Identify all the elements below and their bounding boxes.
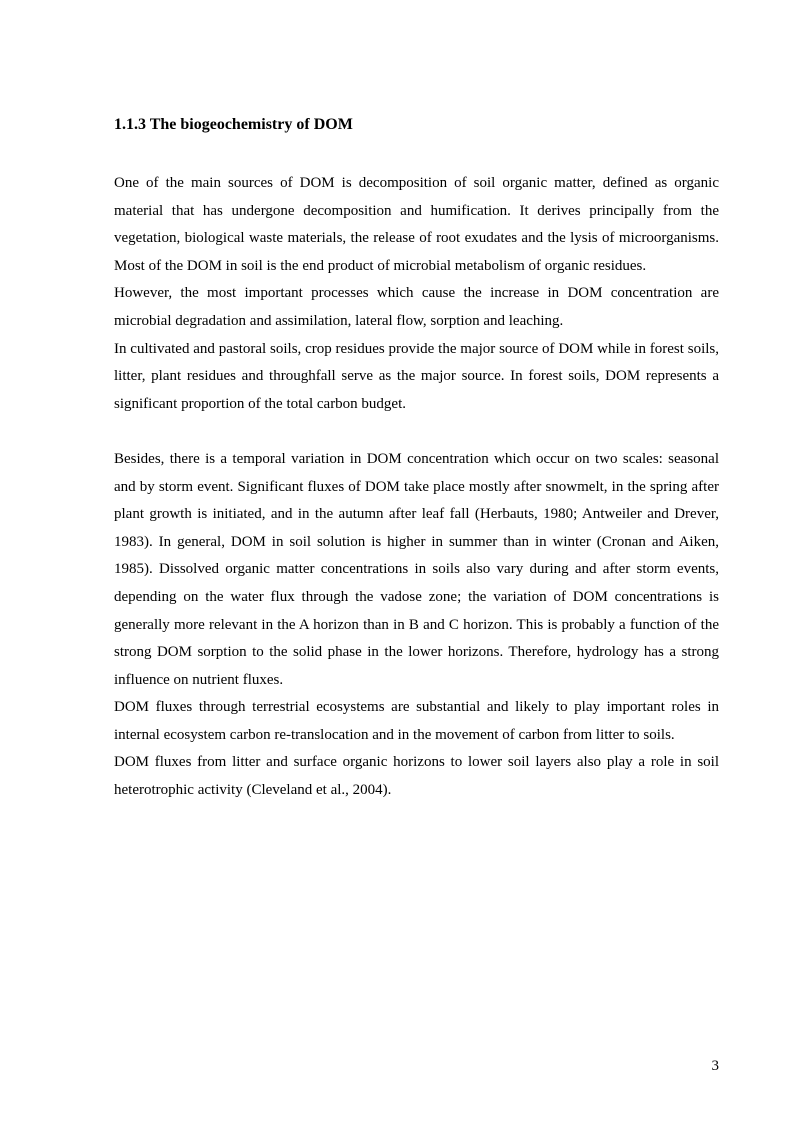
paragraph-dom-fluxes: DOM fluxes through terrestrial ecosystems are substantial and likely to play important roles in internal ecosystem carbon re-translocation and in the movement of carbon from litter to soils. bbox=[114, 699, 719, 743]
paragraph-temporal-variation: Besides, there is a temporal variation in DOM concentration which occur on two scales: seasonal and by storm event. Significant fluxes of DOM take place mostly after snowmelt, in the spring after plant growth is initiated, and in the autumn after leaf fall (Herbauts, 1980; Antweiler and Drever, 1983). In general, DOM in soil solution is higher in summer than in winter (Cronan and Aiken, 1985). Dissolved organic matter concentrations in soils also vary during and after storm events, depending on the water flux through the vadose zone; the variation of DOM concentrations is generally more relevant in the A horizon than in B and C horizon. This is probably a function of the strong DOM sorption to the solid phase in the lower horizons. Therefore, hydrology has a strong influence on nutrient fluxes. bbox=[114, 450, 719, 688]
paragraph-heterotrophic-activity: DOM fluxes from litter and surface organic horizons to lower soil layers also play a role in soil heterotrophic activity (Cleveland et al., 2004). bbox=[114, 754, 719, 799]
page-number: 3 bbox=[711, 1058, 719, 1074]
paragraph-dom-sources: One of the main sources of DOM is decomposition of soil organic matter, defined as organic material that has undergone decomposition and humification. It derives principally from the vegetation, biological waste materials, the release of root exudates and the lysis of microorganisms. Most of the DOM in soil is the end product of microbial metabolism of organic residues. bbox=[114, 175, 719, 274]
body-text bbox=[114, 170, 719, 805]
paragraph-dom-soil-types: In cultivated and pastoral soils, crop residues provide the major source of DOM while in forest soils, litter, plant residues and throughfall serve as the major source. In forest soils, DOM represents a significant proportion of the total carbon budget. bbox=[114, 340, 719, 412]
paragraph-dom-processes: However, the most important processes which cause the increase in DOM concentration are microbial degradation and assimilation, lateral flow, sorption and leaching. bbox=[114, 285, 719, 329]
section-heading: 1.1.3 The biogeochemistry of DOM bbox=[114, 116, 353, 133]
paragraph-spacer bbox=[114, 418, 719, 446]
